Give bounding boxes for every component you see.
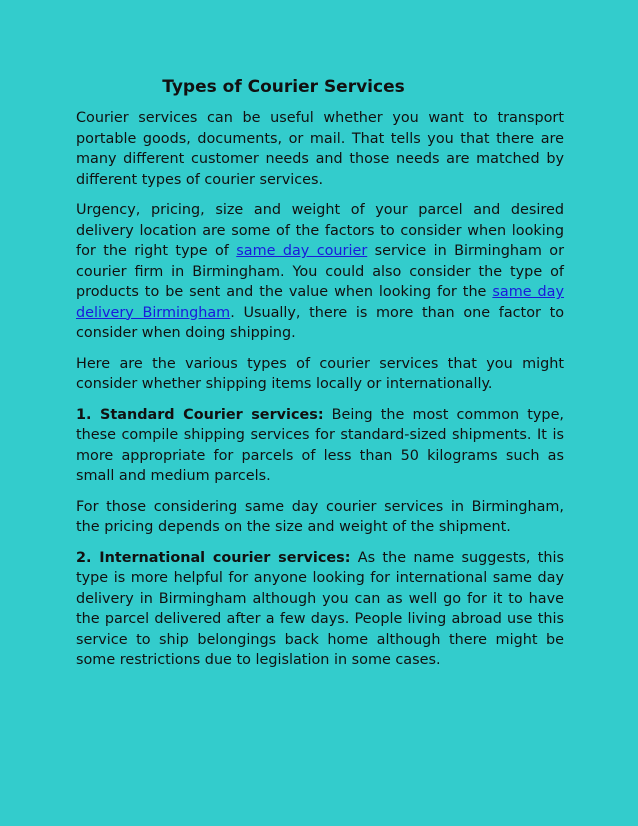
international-courier-heading: 2. International courier services: [76,549,351,566]
factors-text-3: . Usually, there is more than one factor to consider when doing shipping. [76,304,565,341]
same-day-courier-link[interactable]: same day courier [236,243,368,259]
pricing-paragraph: For those considering same day courier services in Birmingham, the pricing depends on the size and weight of the shipment. [76,498,564,535]
intro-paragraph: Courier services can be useful whether you want to transport portable goods, documents, or mail. That tells you that there are many different customer needs and those needs are matched by different types of courier services. [76,110,564,188]
factors-text-1: Urgency, pricing, size and weight of your parcel and desired delivery location are some of the factors to consider when looking for the right type of [76,202,564,259]
standard-courier-heading: 1. Standard Courier services: [76,406,324,423]
factors-text-2: service in Birmingham or courier firm in Birmingham. You could also consider the type of products to be sent and the value when looking for the [76,243,564,300]
standard-courier-text: Being the most common type, these compile shipping services for standard-sized shipments. It is more appropriate for parcels of less than 50 kilograms such as small and medium parcels. [76,406,564,484]
factors-paragraph [76,200,564,344]
international-courier-paragraph [76,548,564,671]
standard-courier-paragraph [76,405,564,487]
page-title: Types of Courier Services [162,77,405,97]
same-day-delivery-birmingham-link[interactable]: same day delivery Birmingham [76,284,564,321]
international-courier-text: As the name suggests, this type is more helpful for anyone looking for international same day delivery in Birmingham although you can as well go for it to have the parcel delivered after a few days. People living abroad use this service to ship belongings back home although there might be some restrictions due to legislation in some cases. [76,549,564,668]
types-intro-paragraph: Here are the various types of courier services that you might consider whether shipping items locally or internationally. [76,355,564,392]
document-body [76,108,564,681]
